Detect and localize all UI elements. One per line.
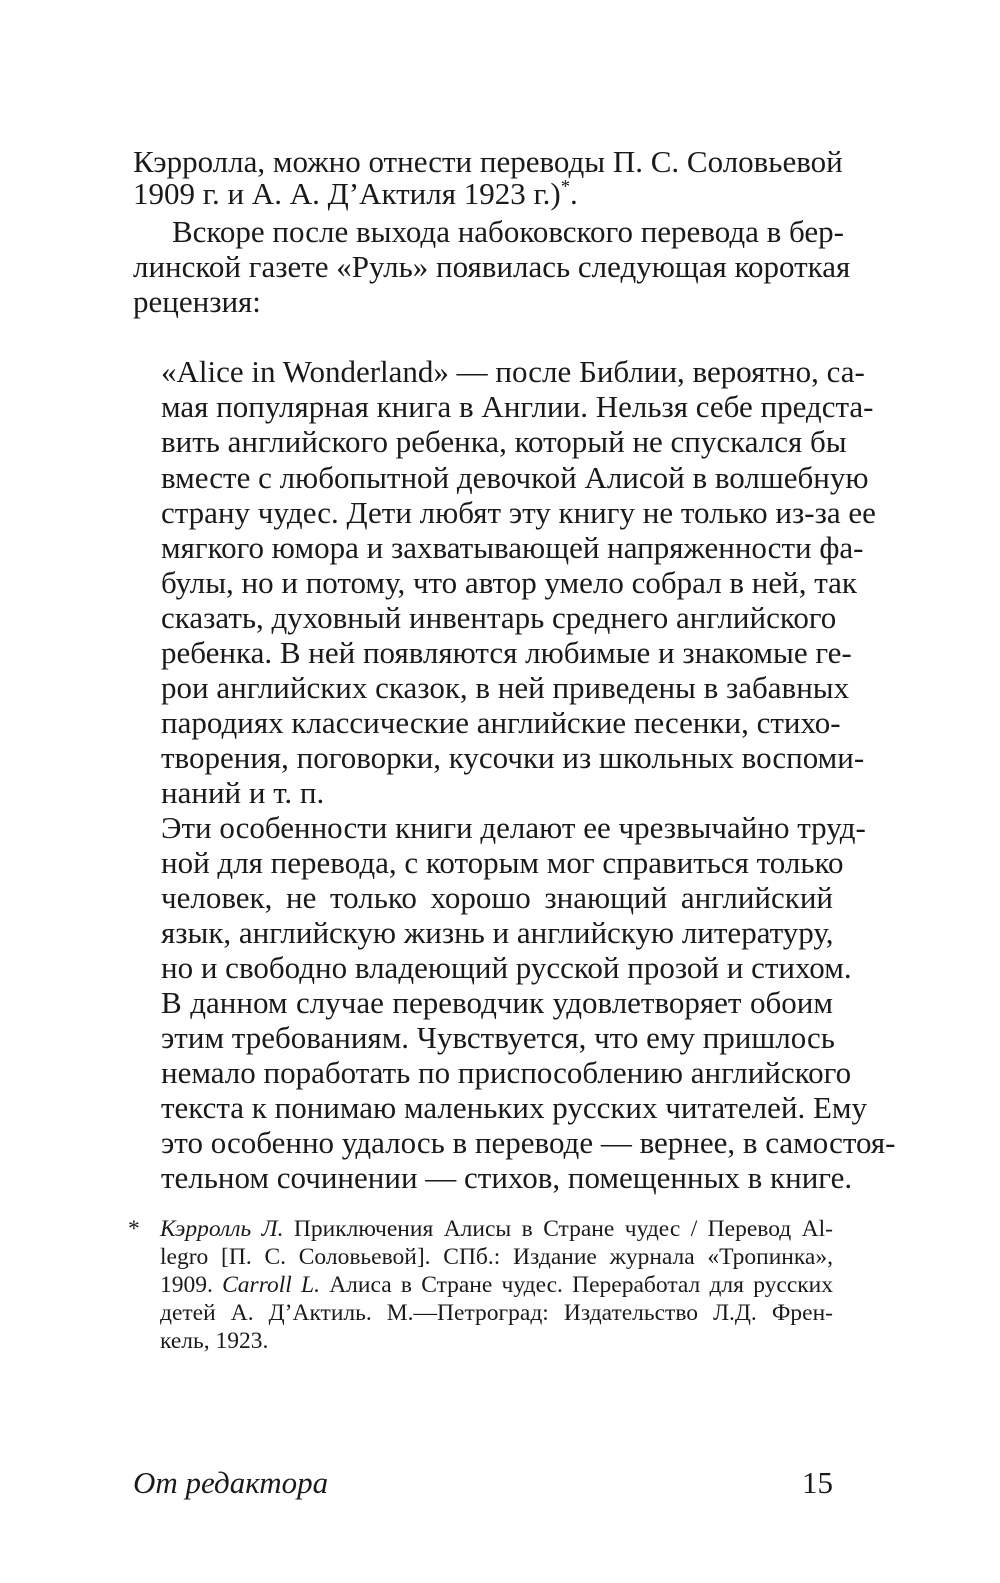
quote-line: тельном сочинении — стихов, помещенных в книге. — [161, 1160, 853, 1195]
quote-line: немало поработать по приспособлению английского — [161, 1055, 852, 1090]
quote-line: вить английского ребенка, который не спускался бы — [161, 424, 847, 459]
quote-line: рои английских сказок, в ней приведены в забавных — [161, 670, 850, 705]
running-section-title: От редактора — [133, 1465, 329, 1500]
quote-line: страну чудес. Дети любят эту книгу не только из-за ее — [161, 495, 876, 530]
footnote-line-2: legro [П. С. Соловьевой]. СПб.: Издание журнала «Тропинка», — [160, 1244, 833, 1270]
quote-line: ребенка. В ней появляются любимые и знакомые ге- — [161, 635, 852, 670]
paragraph-2-line-1: Вскоре после выхода набоковского перевода в бер- — [172, 214, 844, 249]
quote-line: В данном случае переводчик удовлетворяет обоим — [161, 985, 833, 1020]
intro-line-2 — [133, 178, 833, 209]
paragraph-2-line-3: рецензия: — [133, 284, 261, 319]
intro-line-2-tail: . — [570, 176, 578, 211]
footnote-line-4: детей А. Д’Актиль. М.—Петроград: Издательство Л.Д. Френ- — [160, 1300, 833, 1326]
quote-line: пародиях классические английские песенки, стихо- — [161, 705, 841, 740]
footnote-text: Алиса в Стране чудес. Переработал для русских — [319, 1272, 834, 1298]
quote-line: мая популярная книга в Англии. Нельзя себе предста- — [161, 389, 874, 424]
page-number: 15 — [802, 1465, 833, 1500]
footnote-author-2: Carroll L. — [222, 1272, 320, 1298]
footnote-year: 1909. — [160, 1272, 223, 1298]
quote-line: булы, но и потому, что автор умело собрал в ней, так — [161, 565, 857, 600]
quote-line: но и свободно владеющий русской прозой и стихом. — [161, 950, 852, 985]
footnote-line-3 — [160, 1274, 833, 1298]
paragraph-2-line-2: линской газете «Руль» появилась следующая короткая — [133, 249, 851, 284]
footnote-author-1: Кэрролль Л. — [160, 1216, 284, 1242]
footnote-line-5: кель, 1923. — [160, 1328, 269, 1354]
intro-line-1: Кэрролла, можно отнести переводы П. С. Соловьевой — [133, 144, 843, 179]
quote-line: ной для перевода, с которым мог справиться только — [161, 845, 844, 880]
quote-line: Эти особенности книги делают ее чрезвычайно труд- — [161, 810, 866, 845]
quote-line: «Alice in Wonderland» — после Библии, вероятно, са- — [161, 354, 865, 389]
footnote-reference[interactable]: * — [560, 176, 571, 198]
quote-line: язык, английскую жизнь и английскую литературу, — [161, 915, 834, 950]
footnote-mark: * — [128, 1216, 140, 1242]
quote-line: наний и т. п. — [161, 775, 325, 810]
footnote-line-1 — [160, 1218, 833, 1242]
quote-line: текста к понимаю маленьких русских читателей. Ему — [161, 1090, 867, 1125]
footnote-text: Приключения Алисы в Стране чудес / Перевод Al- — [283, 1216, 833, 1242]
quote-line: это особенно удалось в переводе — вернее, в самостоя- — [161, 1125, 896, 1160]
quote-line: вместе с любопытной девочкой Алисой в волшебную — [161, 460, 869, 495]
quote-line: мягкого юмора и захватывающей напряженности фа- — [161, 530, 864, 565]
intro-line-2-text: 1909 г. и А. А. Д’Актиля 1923 г.) — [133, 176, 561, 211]
quote-line: творения, поговорки, кусочки из школьных воспоми- — [161, 740, 865, 775]
quote-line: сказать, духовный инвентарь среднего английского — [161, 600, 837, 635]
quote-line: этим требованиям. Чувствуется, что ему пришлось — [161, 1020, 835, 1055]
quote-line: человек, не только хорошо знающий английский — [161, 880, 833, 915]
